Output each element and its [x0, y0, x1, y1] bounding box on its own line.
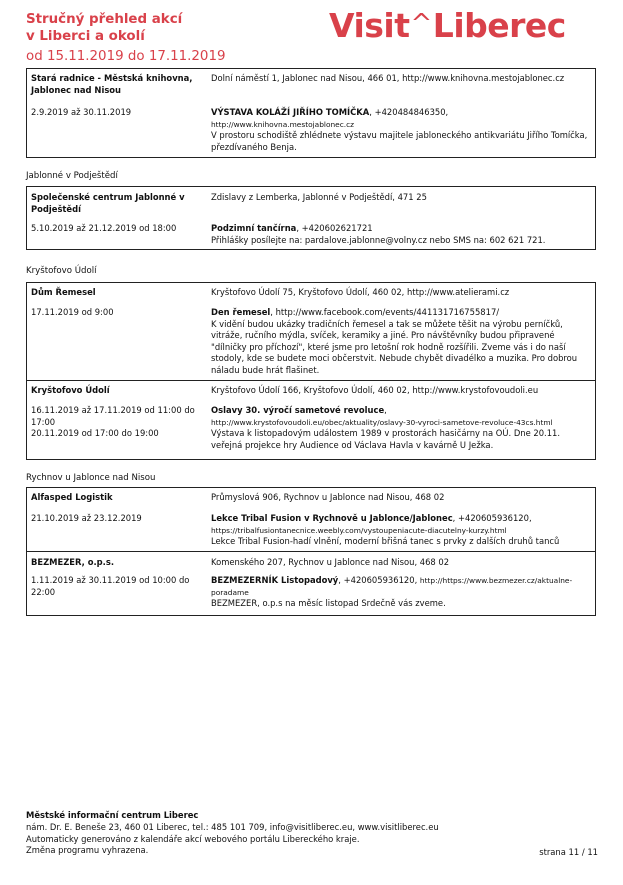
venue-address: Zdislavy z Lemberka, Jablonné v Podještědí, 471 25 — [211, 192, 427, 202]
venue-name: Stará radnice - Městská knihovna, Jablonec nad Nisou — [31, 73, 193, 95]
event-details — [211, 223, 591, 246]
event-description: Výstava k listopadovým událostem 1989 v prostorách hasičárny na OÚ. Dne 20.11. veřejná projekce hry Audience od Václava Havla v kavárně U Ježka. — [211, 428, 561, 450]
venue-address: Průmyslová 906, Rychnov u Jablonce nad Nisou, 468 02 — [211, 492, 445, 502]
event-description: Přihlášky posílejte na: pardalove.jablonne@volny.cz nebo SMS na: 602 621 721. — [211, 234, 546, 245]
event-dates: 17.11.2019 od 9:00 — [31, 307, 114, 317]
event-details — [211, 405, 591, 451]
event-title: BEZMEZERNÍK Listopadový — [211, 575, 339, 585]
event-title: Oslavy 30. výročí sametové revoluce — [211, 405, 385, 415]
event-box — [26, 282, 596, 460]
event-description: Lekce Tribal Fusion-hadí vlnění, moderní břišná tanec s prvky z dalších druhů tanců — [211, 536, 560, 546]
venue-name: Společenské centrum Jablonné v Podještědí — [31, 192, 185, 214]
event-box — [26, 68, 596, 158]
event-contact: , — [384, 405, 387, 415]
event-dates: 16.11.2019 až 17.11.2019 od 11:00 do 17:00 20.11.2019 od 17:00 do 19:00 — [31, 405, 195, 438]
event-url[interactable]: https://tribalfusiontanecnice.weebly.com/vystoupeniacute-diacutelny-kurzy.html — [211, 525, 507, 535]
event-entry — [27, 69, 595, 157]
event-details — [211, 575, 591, 610]
event-entry — [27, 187, 595, 249]
venue-name: Dům Řemesel — [31, 287, 96, 297]
venue-name: Kryštofovo Údolí — [31, 385, 110, 395]
event-entry — [27, 488, 595, 551]
event-box — [26, 487, 596, 616]
title-line-1: Stručný přehled akcí — [26, 12, 183, 27]
event-details — [211, 513, 591, 548]
venue-name: Alfasped Logistik — [31, 492, 113, 502]
footer-address: nám. Dr. E. Beneše 23, 460 01 Liberec, tel.: 485 101 709, info@visitliberec.eu, www.visitliberec.eu — [26, 821, 439, 832]
event-contact: , +420605936120, — [338, 575, 418, 585]
event-entry — [27, 283, 595, 380]
event-title: Den řemesel — [211, 307, 271, 317]
event-description: BEZMEZER, o.p.s na měsíc listopad Srdečně vás zveme. — [211, 598, 446, 608]
page-number: strana 11 / 11 — [539, 847, 598, 857]
footer-note: Změna programu vyhrazena. — [26, 845, 149, 856]
event-title: Podzimní tančírna — [211, 223, 297, 233]
venue-address: Dolní náměstí 1, Jablonec nad Nisou, 466 01, http://www.knihovna.mestojablonec.cz — [211, 73, 565, 83]
venue-name: BEZMEZER, o.p.s. — [31, 557, 115, 567]
venue-address: Kryštofovo Údolí 166, Kryštofovo Údolí, 460 02, http://www.krystofovoudoli.eu — [211, 385, 539, 395]
event-box — [26, 186, 596, 250]
event-title: VÝSTAVA KOLÁŽÍ JIŘÍHO TOMÍČKA — [211, 107, 370, 117]
document-title — [26, 11, 182, 45]
venue-address: Komenského 207, Rychnov u Jablonce nad Nisou, 468 02 — [211, 557, 450, 567]
footer — [26, 810, 439, 857]
event-contact: , +420602621721 — [296, 223, 373, 233]
event-url[interactable]: http://https://www.bezmezer.cz/aktualne-poradame — [211, 576, 573, 597]
event-description: V prostoru schodiště zhlédnete výstavu majitele jabloneckého antikvariátu Jiřího Tomíčka, přezdívaného Benja. — [211, 130, 588, 152]
event-title: Lekce Tribal Fusion v Rychnově u Jablonce/Jablonec — [211, 513, 453, 523]
event-url[interactable]: http://www.krystofovoudoli.eu/obec/aktuality/oslavy-30-vyroci-sametove-revoluce-43cs.html — [211, 417, 553, 427]
region-label: Rychnov u Jablonce nad Nisou — [26, 473, 156, 483]
visit-liberec-logo: Visit^Liberec — [329, 6, 566, 45]
event-dates: 1.11.2019 až 30.11.2019 od 10:00 do 22:00 — [31, 575, 190, 597]
event-dates: 5.10.2019 až 21.12.2019 od 18:00 — [31, 223, 177, 233]
date-range: od 15.11.2019 do 17.11.2019 — [26, 49, 226, 64]
event-entry — [27, 380, 595, 459]
event-contact: , +420605936120, — [452, 513, 532, 523]
region-label: Jablonné v Podještědí — [26, 171, 118, 181]
event-contact: , +420484846350, — [369, 107, 449, 117]
region-label: Kryštofovo Údolí — [26, 266, 97, 276]
event-description: K vidění budou ukázky tradičních řemesel a tak se můžete těšit na výrobu perníčků, vitráže, ručního mýdla, svíček, keramiky a jiné. Pro návštěvníky budou připravené "dílničky pro příchozí", které jsme pro letošní rok hodně rozšířili. Zveme vás i do naší stodoly, kde se budete moci občerstvit. Nebude chybět divadélko a muzika. Pro dobrou náladu bude hrát flašinet. — [211, 318, 578, 375]
event-dates: 2.9.2019 až 30.11.2019 — [31, 107, 132, 117]
footer-note: Automaticky generováno z kalendáře akcí webového portálu Libereckého kraje. — [26, 833, 360, 844]
footer-org: Městské informační centrum Liberec — [26, 810, 199, 820]
event-details — [211, 307, 591, 376]
event-dates: 21.10.2019 až 23.12.2019 — [31, 513, 142, 523]
event-url[interactable]: http://www.knihovna.mestojablonec.cz — [211, 119, 355, 129]
title-line-2: v Liberci a okolí — [26, 29, 145, 44]
event-details — [211, 107, 591, 153]
venue-address: Kryštofovo Údolí 75, Kryštofovo Údolí, 460 02, http://www.atelierami.cz — [211, 287, 510, 297]
event-entry — [27, 551, 595, 615]
event-contact: , http://www.facebook.com/events/441131716755817/ — [270, 307, 500, 317]
